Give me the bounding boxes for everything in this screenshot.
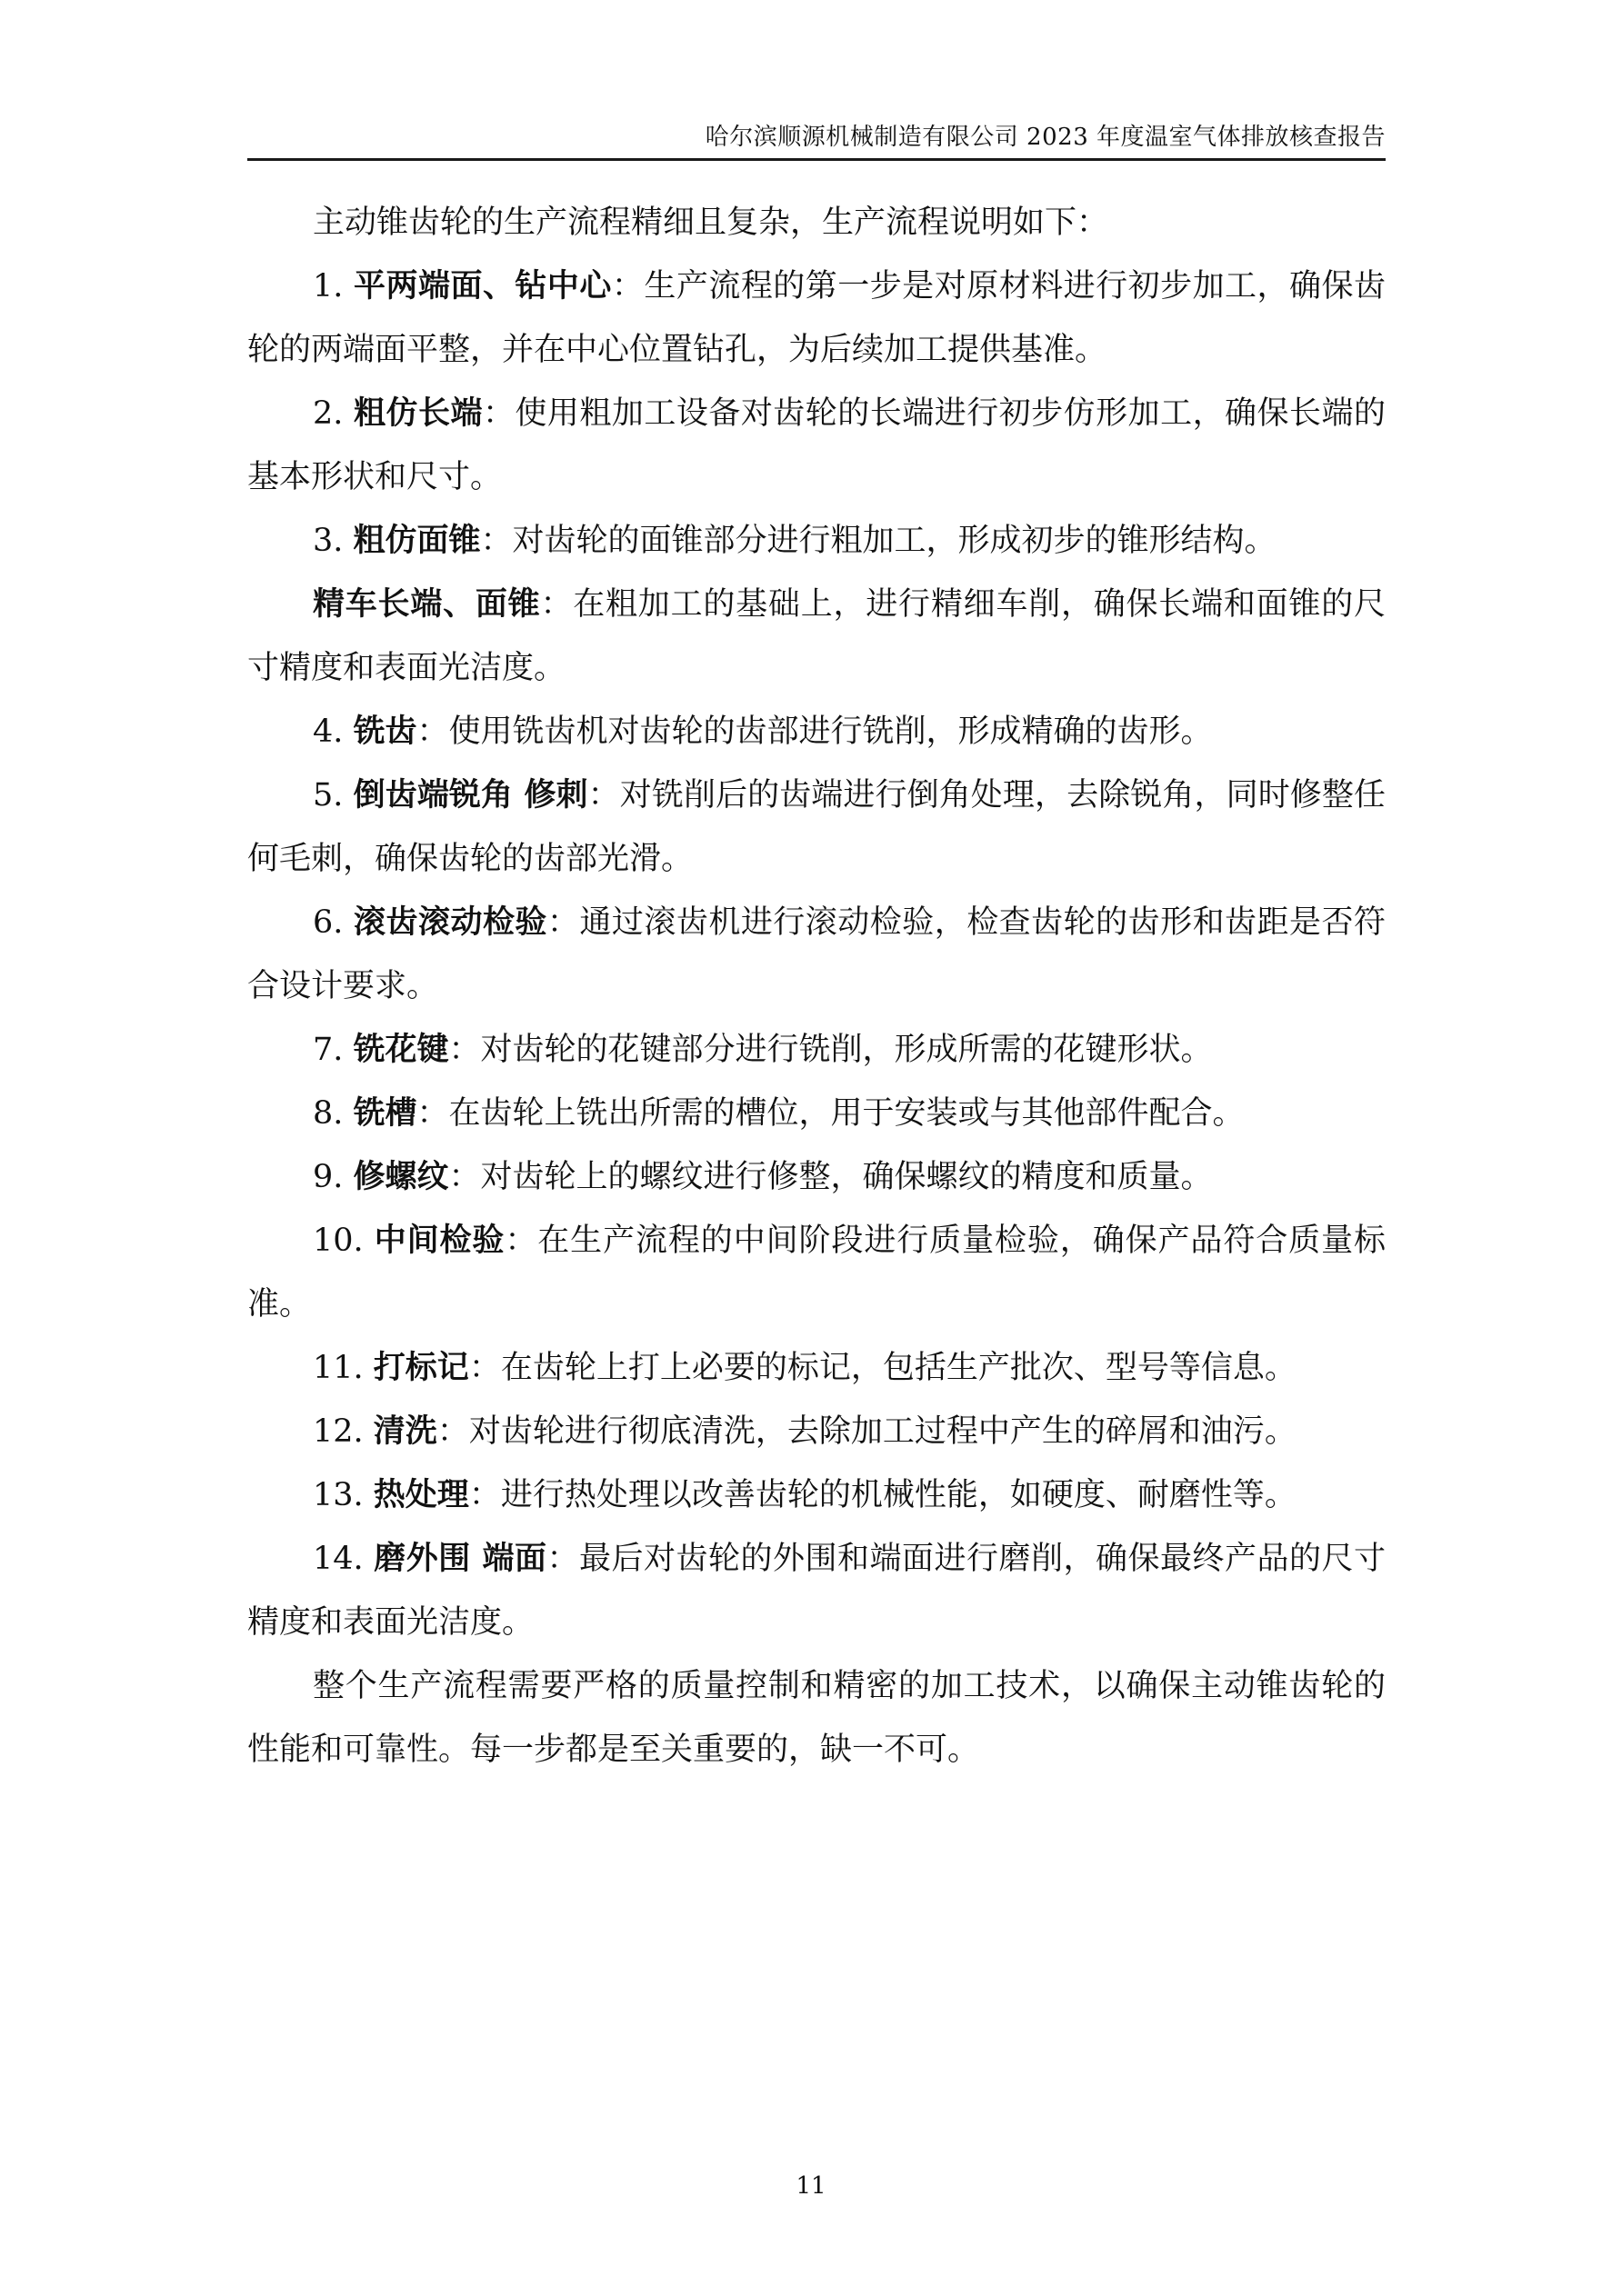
step-term: 打标记 xyxy=(373,1349,469,1386)
step-number: 13. xyxy=(313,1477,374,1513)
header-title: 哈尔滨顺源机械制造有限公司 2023 年度温室气体排放核查报告 xyxy=(705,124,1386,151)
step-text: ：对齿轮进行彻底清洗，去除加工过程中产生的碎屑和油污。 xyxy=(436,1413,1297,1450)
step-number: 4. xyxy=(313,714,354,750)
step-number: 7. xyxy=(313,1032,354,1068)
step-number: 12. xyxy=(313,1413,374,1450)
step-text: ：最后对齿轮的外围和端面进行磨削，确保最终产品的尺寸精度和表面光洁度。 xyxy=(247,1541,1386,1641)
page-header xyxy=(247,111,1386,161)
step-number: 14. xyxy=(313,1541,375,1577)
step-term: 粗仿面锥 xyxy=(353,522,481,559)
step-term: 中间检验 xyxy=(374,1222,506,1259)
step-text: ：在齿轮上铣出所需的槽位，用于安装或与其他部件配合。 xyxy=(416,1095,1245,1132)
step-number: 11. xyxy=(313,1350,374,1386)
step-13 xyxy=(247,1463,1386,1527)
step-6 xyxy=(247,891,1386,1018)
step-term: 铣槽 xyxy=(353,1094,417,1132)
step-number: 6. xyxy=(313,904,355,941)
step-text: ：在齿轮上打上必要的标记，包括生产批次、型号等信息。 xyxy=(468,1350,1297,1386)
step-text: ：在生产流程的中间阶段进行质量检验，确保产品符合质量标准。 xyxy=(247,1223,1386,1323)
step-term: 热处理 xyxy=(373,1476,469,1513)
step-9 xyxy=(247,1145,1386,1209)
step-text: ：对齿轮的面锥部分进行粗加工，形成初步的锥形结构。 xyxy=(480,523,1277,559)
document-body xyxy=(247,191,1386,1782)
step-term: 粗仿长端 xyxy=(354,394,483,432)
step-text: ：使用粗加工设备对齿轮的长端进行初步仿形加工，确保长端的基本形状和尺寸。 xyxy=(247,395,1386,495)
step-text: ：对齿轮上的螺纹进行修整，确保螺纹的精度和质量。 xyxy=(448,1159,1213,1195)
step-number: 8. xyxy=(313,1095,354,1132)
step-8 xyxy=(247,1082,1386,1145)
step-term: 铣齿 xyxy=(353,713,417,750)
step-number: 5. xyxy=(313,777,354,814)
step-7 xyxy=(247,1018,1386,1082)
step-term: 铣花键 xyxy=(353,1031,449,1068)
step-number: 10. xyxy=(313,1223,375,1259)
intro-paragraph: 主动锥齿轮的生产流程精细且复杂，生产流程说明如下： xyxy=(313,205,1109,241)
step-4 xyxy=(247,700,1386,764)
step-text: ：通过滚齿机进行滚动检验，检查齿轮的齿形和齿距是否符合设计要求。 xyxy=(247,904,1386,1004)
step-term: 滚齿滚动检验 xyxy=(354,903,547,941)
step-text: ：生产流程的第一步是对原材料进行初步加工，确保齿轮的两端面平整，并在中心位置钻孔，为后续加工提供基准。 xyxy=(247,268,1386,368)
step-10 xyxy=(247,1209,1386,1336)
step-text: ：对铣削后的齿端进行倒角处理，去除锐角，同时修整任何毛刺，确保齿轮的齿部光滑。 xyxy=(247,777,1386,877)
step-1 xyxy=(247,255,1386,382)
step-number: 3. xyxy=(313,523,354,559)
step-term: 平两端面、钻中心 xyxy=(354,267,612,304)
step-term: 修螺纹 xyxy=(353,1158,449,1195)
step-text: ：进行热处理以改善齿轮的机械性能，如硬度、耐磨性等。 xyxy=(468,1477,1297,1513)
step-2 xyxy=(247,382,1386,509)
step-number: 1. xyxy=(313,268,355,304)
step-finish-turning xyxy=(247,573,1386,700)
step-term: 倒齿端锐角 修刺 xyxy=(353,776,588,814)
page-number: 11 xyxy=(796,2172,826,2200)
step-number: 2. xyxy=(313,395,355,432)
step-12 xyxy=(247,1400,1386,1463)
step-11 xyxy=(247,1336,1386,1400)
step-text: ：对齿轮的花键部分进行铣削，形成所需的花键形状。 xyxy=(448,1032,1213,1068)
step-number: 9. xyxy=(313,1159,354,1195)
step-5 xyxy=(247,764,1386,891)
step-3 xyxy=(247,509,1386,573)
step-term: 精车长端、面锥 xyxy=(313,585,541,623)
step-term: 清洗 xyxy=(373,1413,437,1450)
step-text: ：使用铣齿机对齿轮的齿部进行铣削，形成精确的齿形。 xyxy=(416,714,1213,750)
conclusion-paragraph: 整个生产流程需要严格的质量控制和精密的加工技术，以确保主动锥齿轮的性能和可靠性。每一步都是至关重要的，缺一不可。 xyxy=(247,1668,1386,1768)
step-text: ：在粗加工的基础上，进行精细车削，确保长端和面锥的尺寸精度和表面光洁度。 xyxy=(247,586,1386,686)
step-14 xyxy=(247,1527,1386,1654)
step-term: 磨外围 端面 xyxy=(374,1540,547,1577)
